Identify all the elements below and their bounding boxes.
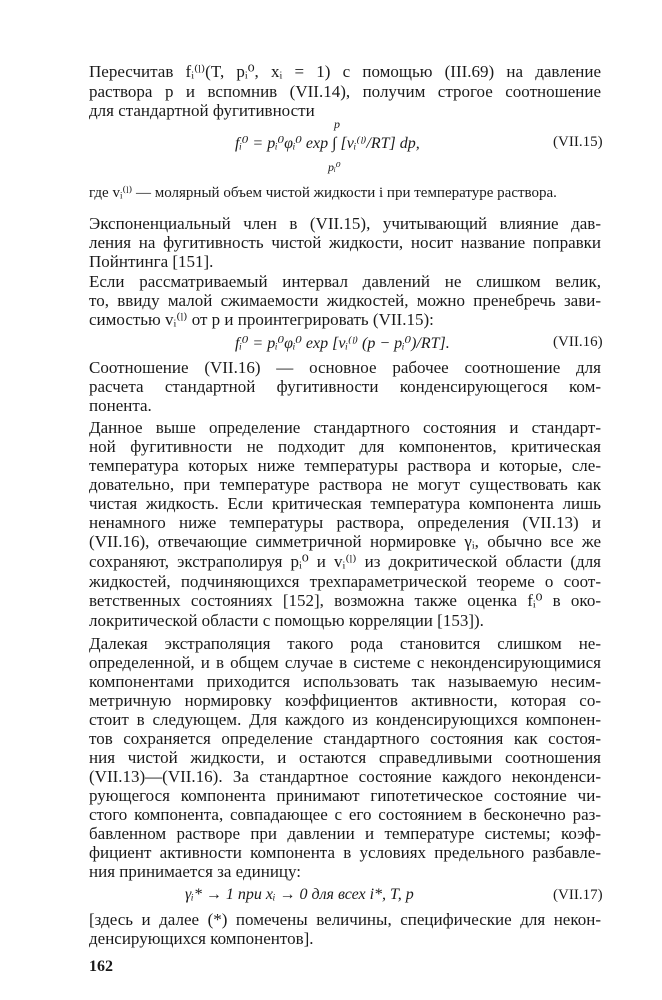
para6-line13: ния принимается за единицу: xyxy=(89,862,302,881)
equation-vii15: fᵢ⁰ = pᵢ⁰φᵢ⁰ exp ∫ [vᵢ⁽ˡ⁾/RT] dp, xyxy=(235,135,420,152)
equation-label-vii15: (VII.15) xyxy=(553,134,603,150)
para6-line1: Далекая экстраполяция такого рода становится слишком не- xyxy=(89,634,601,653)
para4-line2: расчета стандартной фугитивности конденсирующегося ком- xyxy=(89,377,601,396)
para5-line1: Данное выше определение стандартного состояния и стандарт- xyxy=(89,418,601,437)
para5-line11: локритической области с помощью корреляции [153]). xyxy=(89,611,484,630)
integral-lower-limit: pᵢ⁰ xyxy=(328,160,341,174)
para1-line3: для стандартной фугитивности xyxy=(89,101,315,120)
para6-line6: тов сохраняется определение стандартного состояния как состоя- xyxy=(89,729,601,748)
para5-line10: ветственных состояниях [152], возможна также оценка fᵢ⁰ в око- xyxy=(89,591,601,610)
para6-line9: рующегося компонента принимают гипотетическое состояние чи- xyxy=(89,786,601,805)
integral-upper-limit: p xyxy=(334,117,340,131)
para6-line11: бавленном растворе при давлении и температуре системы; коэф- xyxy=(89,824,601,843)
para5-line2: ной фугитивности не подходит для компонентов, критическая xyxy=(89,437,601,456)
para6-line10: стого компонента, совпадающее с его состоянием в бесконечно раз- xyxy=(89,805,601,824)
para4-line3: понента. xyxy=(89,396,152,415)
para6-line3: компонентами приходится использовать так называемую несим- xyxy=(89,672,601,691)
para5-line4: довательно, при температуре раствора не могут существовать как xyxy=(89,475,601,494)
para1-line1: Пересчитав fᵢ⁽ˡ⁾(T, pᵢ⁰, xᵢ = 1) с помощью (III.69) на давление xyxy=(89,62,601,81)
page-number: 162 xyxy=(89,958,113,975)
equation-label-vii17: (VII.17) xyxy=(553,887,603,903)
equation-vii16: fᵢ⁰ = pᵢ⁰φᵢ⁰ exp [vᵢ⁽ˡ⁾ (p − pᵢ⁰)/RT]. xyxy=(235,335,450,352)
para3-line2: то, ввиду малой сжимаемости жидкостей, можно пренебречь зави- xyxy=(89,291,601,310)
para1-line2: раствора p и вспомнив (VII.14), получим строгое соотношение xyxy=(89,82,601,101)
para7-line1: [здесь и далее (*) помечены величины, специфические для некон- xyxy=(89,910,601,929)
para5-line3: температура которых ниже температуры раствора и которые, сле- xyxy=(89,456,601,475)
para7-line2: денсирующихся компонентов]. xyxy=(89,929,314,948)
para6-line8: (VII.13)—(VII.16). За стандартное состояние каждого неконденси- xyxy=(89,767,601,786)
para5-line5: чистая жидкость. Если критическая температура компонента лишь xyxy=(89,494,601,513)
para2-line2: ления на фугитивность чистой жидкости, носит название поправки xyxy=(89,233,601,252)
para3-line3: симостью vᵢ⁽ˡ⁾ от p и проинтегрировать (VII.15): xyxy=(89,310,434,329)
equation-vii17: γᵢ* → 1 при xᵢ → 0 для всех i*, T, p xyxy=(185,886,414,903)
para5-line8: сохраняют, экстраполируя pᵢ⁰ и vᵢ⁽ˡ⁾ из докритической области (для xyxy=(89,552,601,571)
note-molar-volume: где vᵢ⁽ˡ⁾ — молярный объем чистой жидкости i при температуре раствора. xyxy=(89,185,557,201)
para6-line7: ния чистой жидкости, и остаются справедливыми соотношения xyxy=(89,748,601,767)
para4-line1: Соотношение (VII.16) — основное рабочее соотношение для xyxy=(89,358,601,377)
para3-line1: Если рассматриваемый интервал давлений не слишком велик, xyxy=(89,272,601,291)
para5-line9: жидкостей, подчиняющихся трехпараметрической теореме о соот- xyxy=(89,572,601,591)
para2-line3: Пойнтинга [151]. xyxy=(89,252,214,271)
para6-line4: метричную нормировку коэффициентов активности, которая со- xyxy=(89,691,601,710)
para5-line6: ненамного ниже температуры раствора, определения (VII.13) и xyxy=(89,513,601,532)
para6-line12: фициент активности компонента в условиях предельного разбавле- xyxy=(89,843,601,862)
para6-line2: определенной, и в общем случае в системе с неконденсирующимися xyxy=(89,653,601,672)
equation-label-vii16: (VII.16) xyxy=(553,334,603,350)
para5-line7: (VII.16), отвечающие симметричной нормировке γᵢ, обычно все же xyxy=(89,532,601,551)
para6-line5: стоит в следующем. Для каждого из конденсирующихся компонен- xyxy=(89,710,601,729)
para2-line1: Экспоненциальный член в (VII.15), учитывающий влияние дав- xyxy=(89,214,601,233)
